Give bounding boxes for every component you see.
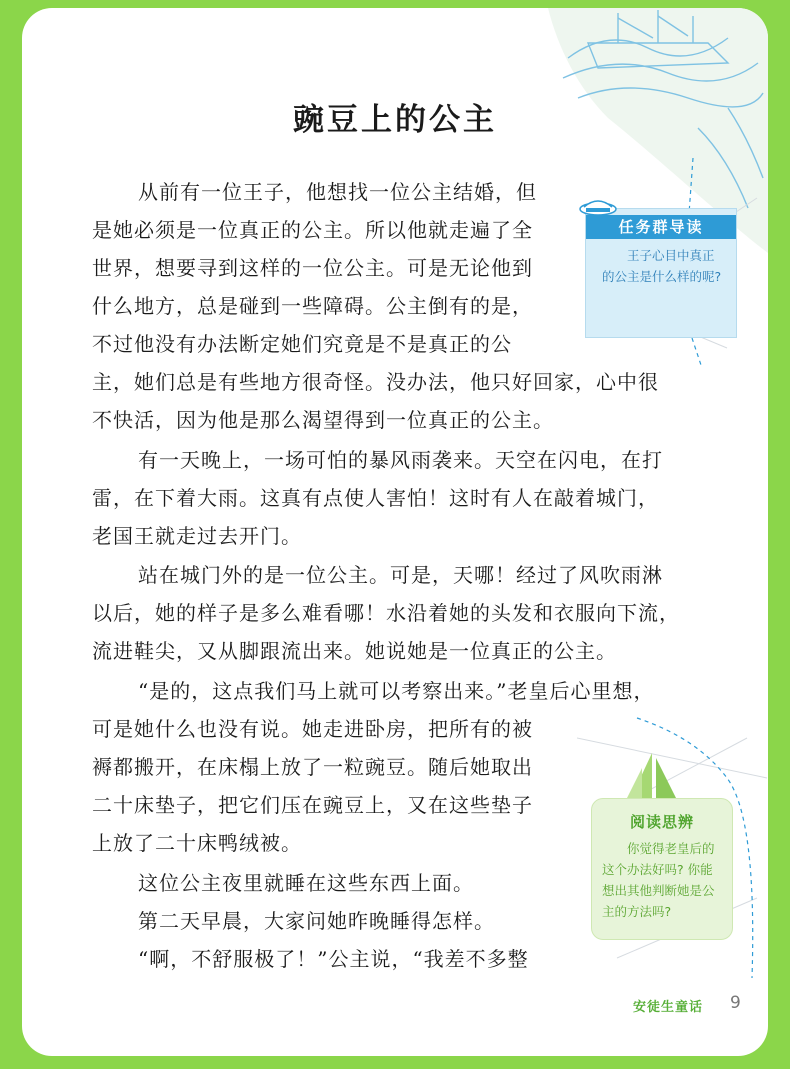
text-line: 褥都搬开，在床榻上放了一粒豌豆。随后她取出 (92, 755, 533, 779)
text-line: 从前有一位王子，他想找一位公主结婚，但 (138, 180, 537, 204)
task-guide-box (585, 208, 737, 338)
text-line: 世界，想要寻到这样的一位公主。可是无论他到 (92, 256, 533, 280)
sailor-cap-icon (578, 195, 618, 217)
text-line: 不过他没有办法断定她们究竟是不是真正的公 (92, 332, 512, 356)
text-line: “啊，不舒服极了！”公主说，“我差不多整 (138, 947, 529, 971)
text-line: 上放了二十床鸭绒被。 (92, 831, 302, 855)
reading-reflection-heading: 阅读思辨 (629, 813, 694, 831)
text-line: 是她必须是一位真正的公主。所以他就走遍了全 (92, 218, 533, 242)
text-line: 以后，她的样子是多么难看哪！水沿着她的头发和衣服向下流， (92, 601, 680, 625)
reading-reflection-box (591, 798, 733, 940)
task-guide-heading: 任务群导读 (586, 215, 736, 239)
text-line: 可是她什么也没有说。她走进卧房，把所有的被 (92, 717, 533, 741)
book-page (22, 8, 768, 1056)
text-line: “是的，这点我们马上就可以考察出来。”老皇后心里想， (138, 679, 655, 703)
text-line: 什么地方，总是碰到一些障碍。公主倒有的是， (92, 294, 533, 318)
text-line: 有一天晚上，一场可怕的暴风雨袭来。天空在闪电，在打 (138, 448, 663, 472)
book-title: 安徒生童话 (633, 1000, 704, 1015)
text-line: 主，她们总是有些地方很奇怪。没办法，他只好回家，心中很 (92, 370, 659, 394)
text-line: 流进鞋尖，又从脚跟流出来。她说她是一位真正的公主。 (92, 639, 617, 663)
task-guide-text: 王子心目中真正的公主是什么样的呢? (602, 248, 722, 284)
text-line: 站在城门外的是一位公主。可是，天哪！经过了风吹雨淋 (138, 563, 663, 587)
reading-reflection-text: 你觉得老皇后的这个办法好吗? 你能想出其他判断她是公主的方法吗? (602, 841, 715, 919)
page-title: 豌豆上的公主 (293, 102, 497, 138)
text-line: 这位公主夜里就睡在这些东西上面。 (138, 871, 474, 895)
text-line: 雷，在下着大雨。这真有点使人害怕！这时有人在敲着城门， (92, 486, 659, 510)
text-line: 第二天早晨，大家问她昨晚睡得怎样。 (138, 909, 495, 933)
text-line: 不快活，因为他是那么渴望得到一位真正的公主。 (92, 408, 554, 432)
text-line: 老国王就走过去开门。 (92, 524, 302, 548)
text-line: 二十床垫子，把它们压在豌豆上，又在这些垫子 (92, 793, 533, 817)
page-number: 9 (730, 993, 741, 1013)
